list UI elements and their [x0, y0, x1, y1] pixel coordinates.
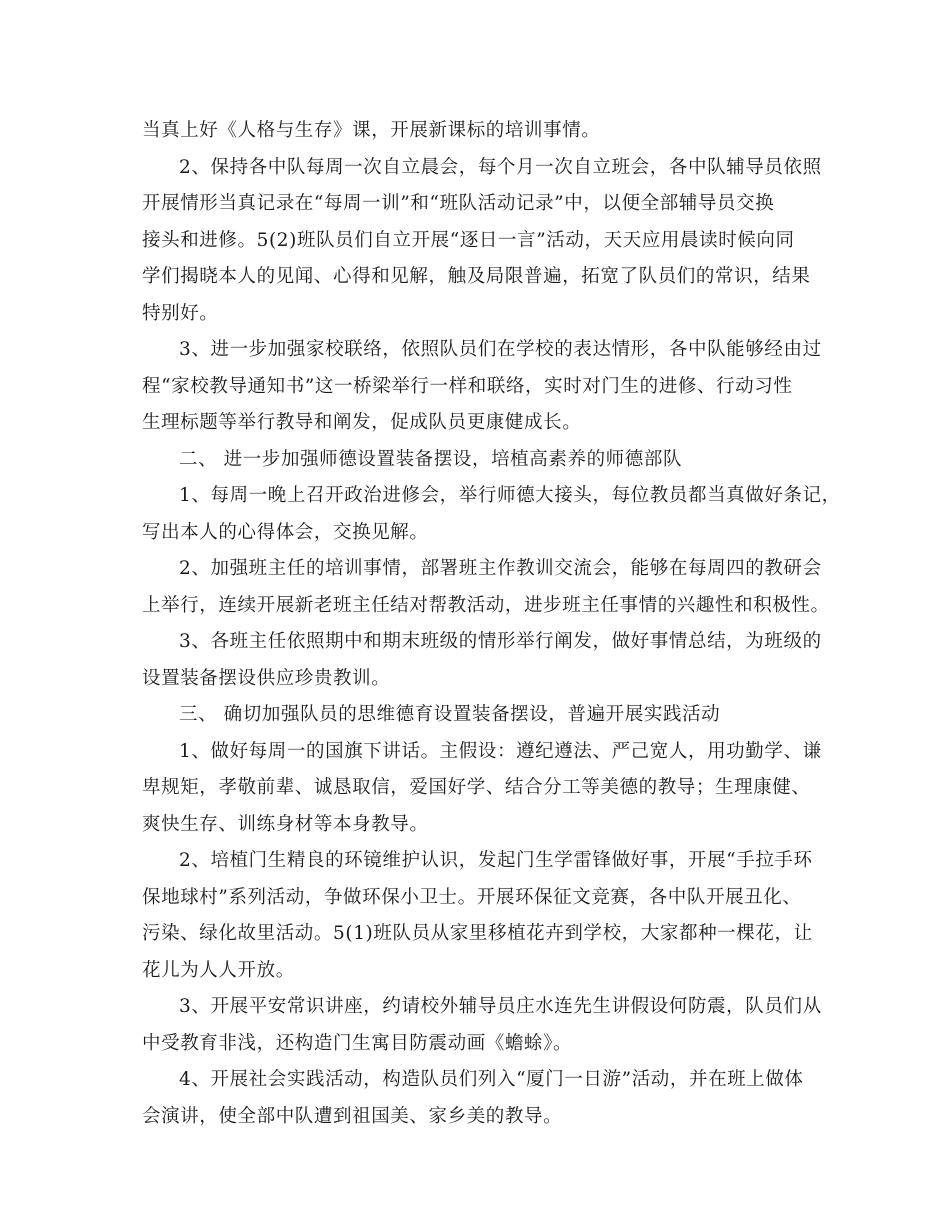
text-line: 生理标题等举行教导和阐发，促成队员更康健成长。 — [142, 412, 582, 433]
text-line: 中受教育非浅，还构造门生寓目防震动画《蟾蜍》。 — [142, 1032, 573, 1054]
text-line: 3、各班主任依照期中和期末班级的情形举行阐发，做好事情总结，为班级的 — [179, 631, 822, 652]
text-line: 学们揭晓本人的见闻、心得和见解，触及局限普遍，拓宽了队员们的常识，结果 — [142, 266, 811, 287]
text-line: 写出本人的心得体会，交换见解。 — [142, 521, 429, 543]
text-line: 3、开展平安常识讲座，约请校外辅导员庄水连先生讲假设何防震，队员们从 — [179, 996, 822, 1017]
text-line: 会演讲，使全部中队遭到祖国美、家乡美的教导。 — [142, 1105, 563, 1127]
text-line: 保地球村”系列活动，争做环保小卫士。开展环保征文竞赛，各中队开展丑化、 — [142, 886, 802, 908]
text-line: 开展情形当真记录在“每周一训”和“班队活动记录”中，以便全部辅导员交换 — [142, 193, 775, 214]
text-line: 当真上好《人格与生存》课，开展新课标的培训事情。 — [142, 120, 601, 141]
text-line: 程“家校教导通知书”这一桥梁举行一样和联络，实时对门生的进修、行动习性 — [142, 375, 793, 397]
text-line: 4、开展社会实践活动，构造队员们列入“厦门一日游”活动，并在班上做体 — [179, 1069, 804, 1090]
text-line: 爽快生存、训练身材等本身教导。 — [142, 813, 429, 835]
text-line: 污染、绿化故里活动。5(1)班队员从家里移植花卉到学校，大家都种一棵花，让 — [142, 923, 813, 944]
text-line: 3、进一步加强家校联络，依照队员们在学校的表达情形，各中队能够经由过 — [179, 339, 822, 360]
text-line: 设置装备摆设供应珍贵教训。 — [142, 667, 391, 689]
text-line: 上举行，连续开展新老班主任结对帮教活动，进步班主任事情的兴趣性和积极性。 — [142, 594, 830, 616]
document-body — [142, 113, 841, 1135]
text-line: 2、加强班主任的培训事情，部署班主作教训交流会，能够在每周四的教研会 — [179, 558, 822, 579]
text-line: 2、保持各中队每周一次自立晨会，每个月一次自立班会，各中队辅导员依照 — [179, 156, 822, 178]
text-line: 花儿为人人开放。 — [142, 959, 295, 981]
text-line: 1、做好每周一的国旗下讲话。主假设：遵纪遵法、严己宽人，用功勤学、谦 — [179, 740, 822, 762]
section-heading: 二、 进一步加强师德设置装备摆设，培植高素养的师德部队 — [179, 448, 683, 470]
text-line: 1、每周一晚上召开政治进修会，举行师德大接头，每位教员都当真做好条记， — [179, 485, 841, 506]
text-line: 接头和进修。5(2)班队员们自立开展“逐日一言”活动，天天应用晨读时候向同 — [142, 229, 795, 251]
text-line: 2、培植门生精良的环镜维护认识，发起门生学雷锋做好事，开展“手拉手环 — [179, 850, 813, 871]
text-line: 特别好。 — [142, 302, 219, 324]
section-heading: 三、 确切加强队员的思维德育设置装备摆设，普遍开展实践活动 — [179, 704, 721, 725]
text-line: 卑规矩，孝敬前辈、诚恳取信，爱国好学、结合分工等美德的教导；生理康健、 — [142, 777, 811, 798]
